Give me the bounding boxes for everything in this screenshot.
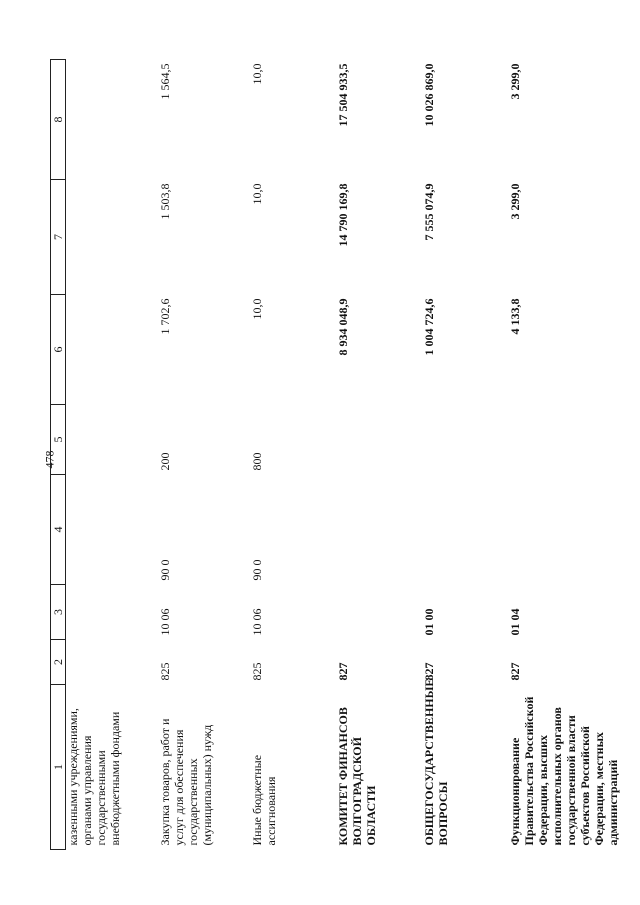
cell-value-7: 10,0: [249, 183, 264, 205]
column-header: 5: [51, 405, 66, 475]
table-row: [422, 60, 508, 850]
cell-section-code: 01 04: [507, 608, 522, 636]
cell-value-7: 14 790 169,8: [335, 183, 350, 247]
cell-ministry-code: 825: [249, 662, 264, 681]
table-row: [250, 60, 336, 850]
table-row: [508, 60, 638, 850]
budget-table: [50, 59, 638, 850]
cell-value-6: [66, 295, 158, 405]
row-name: казенными учреждениями, органами управления государственными внебюджетными фондами: [66, 708, 122, 846]
cell-section-code: 01 00: [421, 608, 436, 636]
cell-value-8: 10 026 869,0: [421, 63, 436, 127]
table-row: [66, 60, 158, 850]
cell-ministry-code: 827: [421, 662, 436, 681]
cell-value-6: 1 004 724,6: [421, 298, 436, 356]
budget-table-container: [50, 60, 640, 850]
cell-section-code: [66, 585, 158, 640]
column-header: 2: [51, 640, 66, 685]
column-header: 3: [51, 585, 66, 640]
cell-target-code: 90 0: [157, 559, 172, 581]
column-header: 8: [51, 60, 66, 180]
row-name: КОМИТЕТ ФИНАНСОВ ВОЛГОГРАДСКОЙ ОБЛАСТИ: [335, 707, 378, 846]
cell-value-8: 17 504 933,5: [335, 63, 350, 127]
cell-value-7: 3 299,0: [507, 183, 522, 220]
cell-value-8: 10,0: [249, 63, 264, 85]
cell-value-7: [66, 180, 158, 295]
cell-value-7: 7 555 074,9: [421, 183, 436, 241]
cell-section-code: [336, 585, 422, 640]
cell-value-8: [66, 60, 158, 180]
column-header: 6: [51, 295, 66, 405]
cell-value-6: 10,0: [249, 298, 264, 320]
cell-expense-type: 200: [157, 452, 172, 471]
cell-target-code: [336, 475, 422, 585]
page-number: 478: [42, 450, 57, 469]
column-header: 7: [51, 180, 66, 295]
cell-value-6: 8 934 048,9: [335, 298, 350, 356]
cell-section-code: 10 06: [249, 608, 264, 636]
table-row: [336, 60, 422, 850]
cell-expense-type: 800: [249, 452, 264, 471]
row-name: Закупка товаров, работ и услуг для обеспечения государственных (муниципальных) нужд: [157, 718, 214, 846]
cell-ministry-code: 827: [335, 662, 350, 681]
cell-section-code: 10 06: [157, 608, 172, 636]
cell-value-6: 1 702,6: [157, 298, 172, 335]
cell-ministry-code: [66, 640, 158, 685]
cell-ministry-code: 825: [157, 662, 172, 681]
row-name: Иные бюджетные ассигнования: [249, 754, 278, 846]
cell-ministry-code: 827: [507, 662, 522, 681]
column-header: 1: [51, 685, 66, 850]
cell-target-code: [508, 475, 638, 585]
header-row: [51, 60, 66, 850]
column-header: 4: [51, 475, 66, 585]
cell-target-code: [66, 475, 158, 585]
table-row: [158, 60, 250, 850]
cell-value-8: 3 299,0: [507, 63, 522, 100]
row-name: ОБЩЕГОСУДАРСТВЕННЫЕ ВОПРОСЫ: [421, 678, 450, 846]
cell-target-code: [422, 475, 508, 585]
cell-expense-type: [422, 405, 508, 475]
row-name: Функционирование Правительства Российской Федерации, высших исполнительных органов государственной власти субъектов Российской Федерации, местных администраций: [507, 696, 620, 846]
cell-value-7: 1 503,8: [157, 183, 172, 220]
cell-expense-type: [508, 405, 638, 475]
cell-expense-type: [66, 405, 158, 475]
cell-target-code: 90 0: [249, 559, 264, 581]
cell-expense-type: [336, 405, 422, 475]
cell-value-6: 4 133,8: [507, 298, 522, 335]
cell-value-8: 1 564,5: [157, 63, 172, 100]
